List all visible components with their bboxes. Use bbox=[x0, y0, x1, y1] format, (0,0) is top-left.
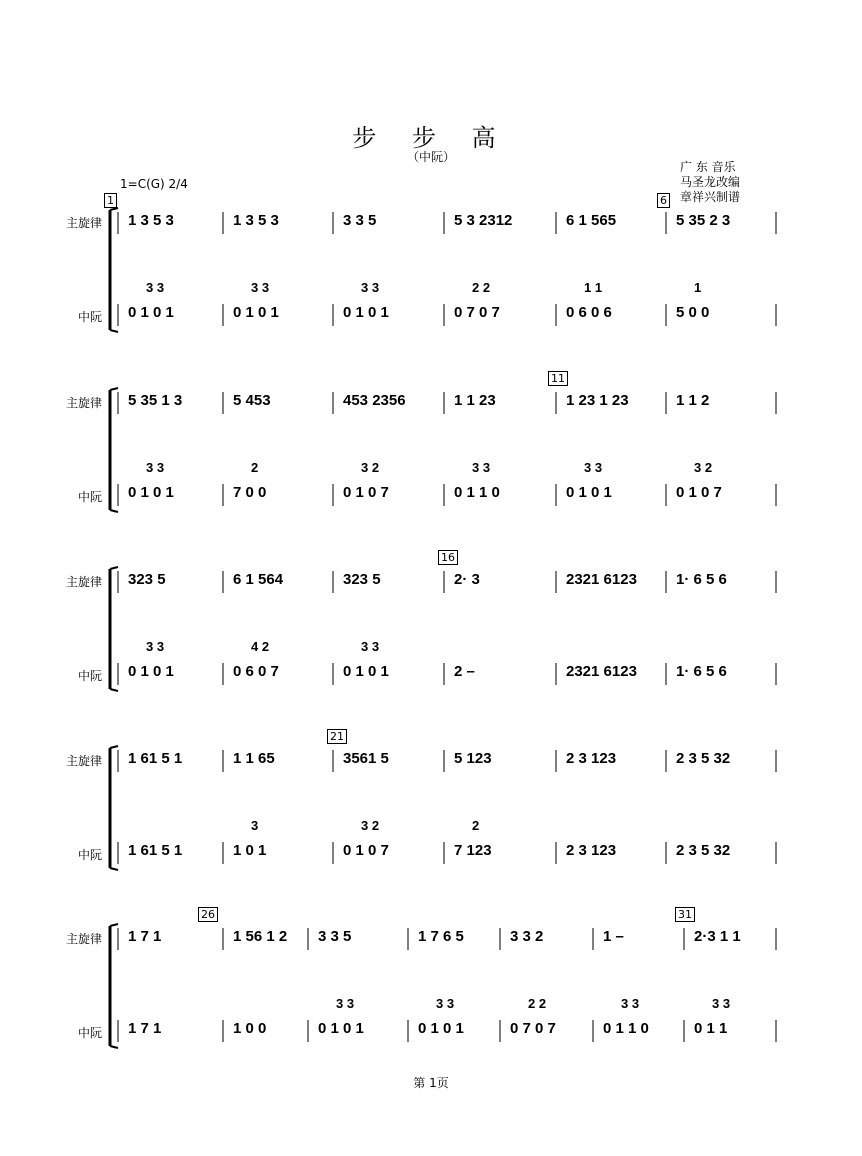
melody-part-label: 主旋律 bbox=[66, 216, 103, 230]
melody-measure: 323 5 bbox=[343, 571, 381, 588]
ruan-measure: 7 123 bbox=[454, 842, 492, 859]
ruan-measure: 0 1 1 0 bbox=[454, 484, 500, 501]
ruan-chord-tone: 1 bbox=[694, 280, 702, 295]
ruan-chord-tone: 3 bbox=[251, 818, 259, 833]
ruan-measure: 0 1 0 1 bbox=[128, 663, 174, 680]
ruan-measure: 2 – bbox=[454, 663, 475, 680]
ruan-part-label: 中阮 bbox=[78, 490, 103, 504]
ruan-part-label: 中阮 bbox=[78, 310, 103, 324]
ruan-chord-tone: 3 3 bbox=[361, 639, 380, 654]
ruan-measure: 1 7 1 bbox=[128, 1020, 162, 1037]
ruan-chord-tone: 3 3 bbox=[146, 639, 165, 654]
melody-measure: 6 1 564 bbox=[233, 571, 284, 588]
ruan-measure: 7 0 0 bbox=[233, 484, 267, 501]
bracket-hook-bottom bbox=[110, 1046, 118, 1048]
melody-measure: 2· 3 bbox=[454, 571, 480, 588]
ruan-chord-tone: 2 2 bbox=[472, 280, 491, 295]
ruan-chord-tone: 3 3 bbox=[472, 460, 491, 475]
melody-measure: 453 2356 bbox=[343, 392, 406, 409]
melody-part-label: 主旋律 bbox=[66, 932, 103, 946]
melody-measure: 1 1 23 bbox=[454, 392, 496, 409]
ruan-measure: 5 0 0 bbox=[676, 304, 710, 321]
ruan-measure: 0 7 0 7 bbox=[454, 304, 500, 321]
melody-measure: 3 3 5 bbox=[318, 928, 352, 945]
melody-measure: 3 3 2 bbox=[510, 928, 544, 945]
melody-part-label: 主旋律 bbox=[66, 575, 103, 589]
melody-measure: 1· 6 5 6 bbox=[676, 571, 727, 588]
melody-measure: 1 23 1 23 bbox=[566, 392, 629, 409]
melody-measure: 6 1 565 bbox=[566, 212, 617, 229]
ruan-measure: 0 1 0 1 bbox=[128, 484, 174, 501]
key-signature: 1=C(G) 2/4 bbox=[120, 177, 188, 191]
bracket-hook-top bbox=[110, 208, 118, 210]
ruan-chord-tone: 3 3 bbox=[436, 996, 455, 1011]
ruan-chord-tone: 2 2 bbox=[528, 996, 547, 1011]
melody-measure: 1 61 5 1 bbox=[128, 750, 183, 767]
page-title: 步 步 高 bbox=[352, 124, 510, 152]
melody-measure: 1 – bbox=[603, 928, 624, 945]
melody-measure: 1 7 1 bbox=[128, 928, 162, 945]
ruan-chord-tone: 3 2 bbox=[361, 460, 380, 475]
rehearsal-mark: 26 bbox=[198, 907, 218, 922]
melody-measure: 5 35 1 3 bbox=[128, 392, 183, 409]
ruan-measure: 2 3 5 32 bbox=[676, 842, 731, 859]
bracket-hook-top bbox=[110, 567, 118, 569]
melody-measure: 2 3 5 32 bbox=[676, 750, 731, 767]
ruan-part-label: 中阮 bbox=[78, 669, 103, 683]
bracket-hook-top bbox=[110, 388, 118, 390]
ruan-measure: 0 7 0 7 bbox=[510, 1020, 556, 1037]
ruan-measure: 2321 6123 bbox=[566, 663, 637, 680]
ruan-measure: 1 0 1 bbox=[233, 842, 267, 859]
ruan-measure: 0 6 0 7 bbox=[233, 663, 279, 680]
ruan-measure: 0 1 0 1 bbox=[233, 304, 279, 321]
ruan-chord-tone: 4 2 bbox=[251, 639, 270, 654]
melody-measure: 3 3 5 bbox=[343, 212, 377, 229]
rehearsal-mark: 16 bbox=[438, 550, 458, 565]
bracket-hook-bottom bbox=[110, 510, 118, 512]
melody-measure: 1 3 5 3 bbox=[233, 212, 279, 229]
ruan-measure: 0 1 0 1 bbox=[566, 484, 612, 501]
melody-measure: 5 123 bbox=[454, 750, 492, 767]
ruan-chord-tone: 3 3 bbox=[621, 996, 640, 1011]
melody-part-label: 主旋律 bbox=[66, 396, 103, 410]
credit-engraver: 章祥兴制谱 bbox=[680, 190, 741, 204]
ruan-chord-tone: 3 3 bbox=[146, 460, 165, 475]
bracket-hook-bottom bbox=[110, 868, 118, 870]
ruan-chord-tone: 3 3 bbox=[251, 280, 270, 295]
ruan-measure: 0 1 0 7 bbox=[343, 842, 389, 859]
rehearsal-mark: 6 bbox=[657, 193, 670, 208]
ruan-measure: 2 3 123 bbox=[566, 842, 617, 859]
melody-measure: 323 5 bbox=[128, 571, 166, 588]
ruan-measure: 0 1 0 7 bbox=[343, 484, 389, 501]
ruan-measure: 0 1 1 bbox=[694, 1020, 728, 1037]
melody-part-label: 主旋律 bbox=[66, 754, 103, 768]
bracket-hook-bottom bbox=[110, 330, 118, 332]
ruan-chord-tone: 3 2 bbox=[694, 460, 713, 475]
ruan-measure: 1· 6 5 6 bbox=[676, 663, 727, 680]
page-number: 第 1页 bbox=[413, 1076, 449, 1090]
ruan-measure: 1 0 0 bbox=[233, 1020, 267, 1037]
ruan-part-label: 中阮 bbox=[78, 848, 103, 862]
ruan-chord-tone: 3 3 bbox=[146, 280, 165, 295]
melody-measure: 2·3 1 1 bbox=[694, 928, 741, 945]
credit-arranger: 马圣龙改编 bbox=[680, 175, 741, 189]
ruan-measure: 0 1 0 1 bbox=[343, 304, 389, 321]
ruan-chord-tone: 1 1 bbox=[584, 280, 603, 295]
melody-measure: 1 3 5 3 bbox=[128, 212, 174, 229]
ruan-measure: 0 1 0 1 bbox=[418, 1020, 464, 1037]
ruan-measure: 0 1 0 1 bbox=[318, 1020, 364, 1037]
ruan-chord-tone: 3 2 bbox=[361, 818, 380, 833]
bracket-hook-top bbox=[110, 924, 118, 926]
ruan-chord-tone: 3 3 bbox=[712, 996, 731, 1011]
melody-measure: 1 7 6 5 bbox=[418, 928, 464, 945]
melody-measure: 3561 5 bbox=[343, 750, 389, 767]
instrument-subtitle: （中阮） bbox=[406, 150, 455, 164]
ruan-chord-tone: 3 3 bbox=[361, 280, 380, 295]
ruan-chord-tone: 3 3 bbox=[584, 460, 603, 475]
ruan-measure: 0 6 0 6 bbox=[566, 304, 612, 321]
melody-measure: 1 1 65 bbox=[233, 750, 275, 767]
ruan-chord-tone: 2 bbox=[251, 460, 259, 475]
ruan-measure: 0 1 0 1 bbox=[128, 304, 174, 321]
melody-measure: 2 3 123 bbox=[566, 750, 617, 767]
rehearsal-mark: 21 bbox=[327, 729, 347, 744]
credit-origin: 广 东 音乐 bbox=[680, 160, 736, 174]
melody-measure: 1 56 1 2 bbox=[233, 928, 288, 945]
melody-measure: 5 453 bbox=[233, 392, 271, 409]
bracket-hook-bottom bbox=[110, 689, 118, 691]
melody-measure: 2321 6123 bbox=[566, 571, 637, 588]
ruan-measure: 0 1 1 0 bbox=[603, 1020, 649, 1037]
melody-measure: 1 1 2 bbox=[676, 392, 710, 409]
ruan-chord-tone: 2 bbox=[472, 818, 480, 833]
ruan-measure: 0 1 0 1 bbox=[343, 663, 389, 680]
ruan-measure: 0 1 0 7 bbox=[676, 484, 722, 501]
rehearsal-mark: 11 bbox=[548, 371, 568, 386]
ruan-chord-tone: 3 3 bbox=[336, 996, 355, 1011]
ruan-part-label: 中阮 bbox=[78, 1026, 103, 1040]
rehearsal-mark: 31 bbox=[675, 907, 695, 922]
melody-measure: 5 3 2312 bbox=[454, 212, 513, 229]
melody-measure: 5 35 2 3 bbox=[676, 212, 731, 229]
bracket-hook-top bbox=[110, 746, 118, 748]
ruan-measure: 1 61 5 1 bbox=[128, 842, 183, 859]
rehearsal-mark: 1 bbox=[104, 193, 117, 208]
